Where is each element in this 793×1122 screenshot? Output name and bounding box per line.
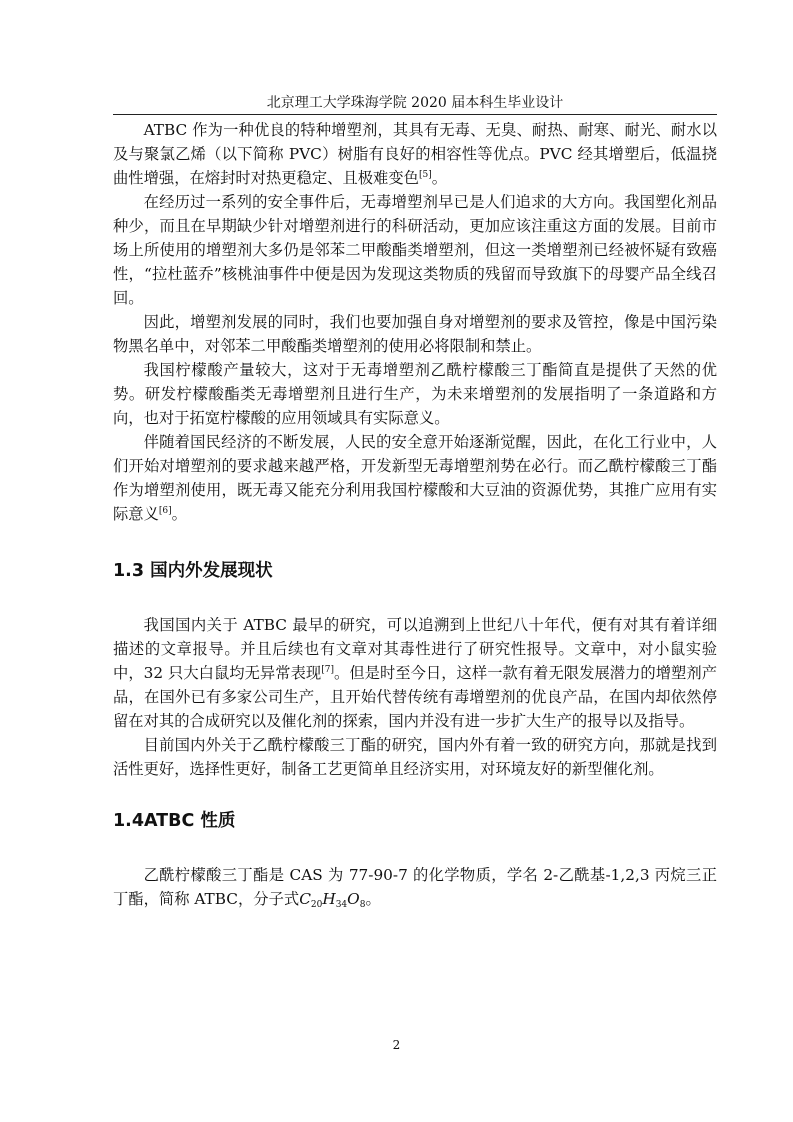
paragraph-text: 我国柠檬酸产量较大，这对于无毒增塑剂乙酰柠檬酸三丁酯简直是提供了天然的优势。研发柠檬酸酯类无毒增塑剂且进行生产，为未来增塑剂的发展指明了一条道路和方向，也对于拓宽柠檬酸的应用领域具有实际意义。 xyxy=(113,361,717,427)
page-header: 北京理工大学珠海学院 2020 届本科生毕业设计 xyxy=(266,95,564,111)
paragraph xyxy=(113,358,717,430)
section-heading: 1.4ATBC 性质 xyxy=(113,811,236,831)
paragraph-tail: 。但是时至今日，这样一款有着无限发展潜力的增塑剂产品，在国外已有多家公司生产，且开始代替传统有毒增塑剂的优良产品，在国内却依然停留在对其的合成研究以及催化剂的探索，国内并没有进一步扩大生产的报导以及指导。 xyxy=(113,664,717,730)
paragraph xyxy=(113,613,717,733)
paragraph-tail: 。 xyxy=(365,890,381,908)
paragraph xyxy=(113,310,717,358)
citation: [7] xyxy=(321,665,334,675)
paragraph-text: 因此，增塑剂发展的同时，我们也要加强自身对增塑剂的要求及管控，像是中国污染物黑名单中，对邻苯二甲酸酯类增塑剂的使用必将限制和禁止。 xyxy=(113,313,717,355)
paragraph-text: 我国国内关于 ATBC 最早的研究，可以追溯到上世纪八十年代，便有对其有着详细描述的文章报导。并且后续也有文章对其毒性进行了研究性报导。文章中，对小鼠实验中，32 只大白鼠均无异常表现 xyxy=(113,616,717,682)
paragraph xyxy=(113,733,717,781)
molecular-formula: $C_{20}H_{34}O_8$ xyxy=(299,890,366,910)
paragraph-text: 乙酰柠檬酸三丁酯是 CAS 为 77-90-7 的化学物质，学名 2-乙酰基-1,2,3 丙烷三正丁酯，简称 ATBC，分子式 xyxy=(113,866,717,908)
paragraph-text: 在经历过一系列的安全事件后，无毒增塑剂早已是人们追求的大方向。我国塑化剂品种少，而且在早期缺少针对增塑剂进行的科研活动，更加应该注重这方面的发展。目前市场上所使用的增塑剂大多仍是邻苯二甲酸酯类增塑剂，但这一类增塑剂已经被怀疑有致癌性，“拉杜蓝乔”核桃油事件中便是因为发现这类物质的残留而导致旗下的母婴产品全线召回。 xyxy=(113,193,717,307)
paragraph xyxy=(113,430,717,526)
paragraph-text: 目前国内外关于乙酰柠檬酸三丁酯的研究，国内外有着一致的研究方向，那就是找到活性更好，选择性更好，制备工艺更简单且经济实用，对环境友好的新型催化剂。 xyxy=(113,736,717,778)
paragraph xyxy=(113,863,717,911)
paragraph-tail: 。 xyxy=(431,169,448,187)
paragraph-text: ATBC 作为一种优良的特种增塑剂，其具有无毒、无臭、耐热、耐寒、耐光、耐水以及与聚氯乙烯（以下简称 PVC）树脂有良好的相容性等优点。PVC 经其增塑后，低温挠曲性增强，在熔封时对热更稳定、且极难变色 xyxy=(113,121,717,187)
document-body xyxy=(113,118,717,911)
citation: [6] xyxy=(158,506,172,516)
section-heading: 1.3 国内外发展现状 xyxy=(113,561,273,581)
citation: [5] xyxy=(418,170,432,180)
page-number: 2 xyxy=(392,1038,401,1052)
paragraph xyxy=(113,190,717,310)
paragraph-tail: 。 xyxy=(171,505,187,523)
paragraph-text: 伴随着国民经济的不断发展，人民的安全意开始逐渐觉醒，因此，在化工行业中，人们开始对增塑剂的要求越来越严格，开发新型无毒增塑剂势在必行。而乙酰柠檬酸三丁酯作为增塑剂使用，既无毒又能充分利用我国柠檬酸和大豆油的资源优势，其推广应用有实际意义 xyxy=(113,433,717,523)
header-divider xyxy=(113,114,717,115)
paragraph xyxy=(113,118,717,190)
